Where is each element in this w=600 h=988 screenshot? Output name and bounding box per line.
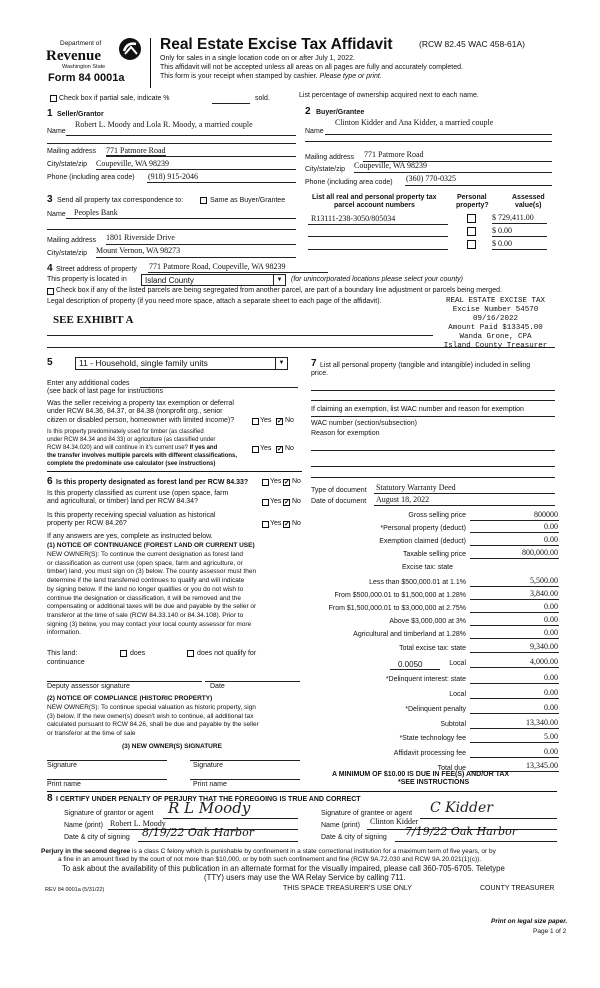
stamp-line-1: REAL ESTATE EXCISE TAX — [445, 297, 546, 305]
chevron-down-icon: ▼ — [275, 358, 287, 369]
calc-label: Gross selling price — [408, 512, 466, 519]
seller-mailing-address[interactable]: 771 Patmore Road — [106, 146, 166, 155]
seller-phone-label: Phone (including area code) — [47, 174, 135, 181]
header-line-2: This affidavit will not be accepted unless all areas on all pages are fully and accurately completed. — [160, 64, 463, 71]
segregation-checkbox[interactable] — [47, 288, 54, 295]
does-label: does — [130, 650, 146, 657]
grantee-date-label: Date & city of signing — [321, 834, 387, 841]
buyer-name[interactable]: Clinton Kidder and Ana Kidder, a married couple — [335, 118, 494, 127]
parcel-line-1 — [308, 224, 448, 225]
corr-mail-label: Mailing address — [47, 237, 97, 244]
seller-phone[interactable]: (918) 915-2046 — [148, 172, 198, 181]
calc-value[interactable]: 13,340.00 — [526, 718, 558, 727]
seller-name-line-2 — [47, 143, 296, 144]
legal-desc-label: Legal description of property (if you need more space, attach a separate sheet to each page of the affidavit). — [47, 298, 382, 305]
timber-question-2: under RCW 84.34 and 84.33) or agriculture (as classified under — [47, 437, 216, 443]
personal-property-label-1: List all personal property (tangible and intangible) included in selling — [320, 362, 531, 369]
buyer-name-line-2 — [305, 141, 552, 142]
forest-question: Is this property designated as forest land per RCW 84.33? — [56, 479, 249, 486]
grantor-print-name[interactable]: Robert L. Moody — [110, 819, 166, 828]
compliance-line: or transferor at the time of sale — [47, 730, 136, 738]
seller-city-label: City/state/zip — [47, 161, 88, 168]
grantor-date-label: Date & city of signing — [64, 834, 130, 841]
buyer-phone-label: Phone (including area code) — [305, 179, 393, 186]
dor-logo-icon — [117, 37, 143, 61]
stamp-line-2: Excise Number 54570 — [452, 306, 539, 314]
rcw-code: (RCW 82.45 WAC 458-61A) — [419, 39, 525, 49]
calc-value[interactable]: 0.00 — [544, 535, 558, 544]
assessed-value-3[interactable]: $ 0.00 — [492, 239, 512, 248]
corr-mail-line — [106, 244, 296, 245]
grantee-sig-line — [420, 818, 557, 819]
partial-sold-label: sold. — [255, 95, 270, 102]
legal-description[interactable]: SEE EXHIBIT A — [53, 314, 134, 326]
current-use-question-1: Is this property classified as current use (open space, farm — [47, 490, 229, 497]
calc-line — [470, 667, 559, 668]
current-use-question-2: and agricultural, or timber) land per RCW 84.34? — [47, 498, 198, 505]
page-title: Real Estate Excise Tax Affidavit — [160, 36, 393, 53]
exemption-line-3 — [311, 466, 555, 467]
buyer-mail-label: Mailing address — [305, 154, 355, 161]
new-owner-sig-title: (3) NEW OWNER(S) SIGNATURE — [122, 743, 222, 750]
yes-label: Yes — [260, 417, 272, 424]
yes-label: Yes — [270, 520, 282, 527]
calc-value[interactable]: 0.00 — [544, 522, 558, 531]
reason-label: Reason for exemption — [311, 430, 380, 437]
corr-name[interactable]: Peoples Bank — [74, 208, 118, 217]
personal-header-1: Personal — [457, 194, 487, 201]
personal-line-2 — [311, 400, 555, 401]
see-instructions-note: *SEE INSTRUCTIONS — [398, 779, 470, 786]
timber-question-3: RCW 84.34.020) and will continue in it's current use? If yes and — [47, 445, 218, 451]
does-not-label: does not qualify for — [197, 650, 257, 657]
section-5-number: 5 — [47, 357, 53, 368]
calc-line — [470, 728, 559, 729]
assessed-value-1[interactable]: $ 729,411.00 — [492, 213, 534, 222]
seller-city[interactable]: Coupeville, WA 98239 — [96, 159, 169, 168]
calc-label: Above $3,000,000 at 3% — [389, 618, 466, 625]
historic-no-checkbox[interactable]: ✓ — [284, 521, 290, 528]
calc-label: Excise tax: state — [402, 564, 453, 571]
grantee-date-city[interactable]: 7/19/22 Oak Harbor — [405, 825, 517, 838]
seller-name-label: Name — [47, 128, 66, 135]
notice-line: timber) land, you must sign on (3) below. The county assessor must then — [47, 568, 257, 576]
correspondence-label: Send all property tax correspondence to: — [57, 197, 184, 204]
no-label: No — [292, 478, 301, 485]
calc-label: *State technology fee — [399, 735, 466, 742]
calc-line — [470, 612, 559, 613]
notice-compliance-text — [47, 704, 259, 739]
alt-format-line-2: (TTY) users may use the WA Relay Service by calling 711. — [204, 873, 406, 882]
county-select[interactable] — [141, 274, 286, 286]
rate-line — [390, 669, 440, 670]
perjury-line-1: Perjury in the second degree is a class C felony which is punishable by confinement in a state correctional institution for a maximum term of five years, or by — [41, 848, 496, 855]
minimum-due-note: A MINIMUM OF $10.00 IS DUE IN FEE(S) AND/OR TAX — [332, 771, 510, 778]
calc-label: Agricultural and timberland at 1.28% — [353, 631, 466, 638]
seller-name-line — [66, 135, 296, 136]
exemption-question-2: under RCW 84.36, 84.37, or 84.38 (nonprofit org., senior — [47, 408, 223, 415]
calc-label: *Personal property (deduct) — [380, 525, 466, 532]
grantee-date-line — [395, 841, 557, 842]
calc-label: Subtotal — [440, 721, 466, 728]
seller-name[interactable]: Robert L. Moody and Lola R. Moody, a married couple — [75, 120, 253, 129]
assessed-line-1 — [492, 223, 547, 224]
street-label: Street address of property — [56, 266, 137, 273]
calc-label: Total due — [437, 765, 466, 772]
calc-value[interactable]: 9,340.00 — [530, 642, 558, 651]
header-line-3: This form is your receipt when stamped by cashier. Please type or print. — [160, 73, 382, 80]
grantor-sig-label: Signature of grantor or agent — [64, 810, 154, 817]
land-use-select[interactable] — [75, 357, 288, 370]
personal-property-checkbox-2[interactable] — [467, 227, 476, 236]
legal-desc-line-1 — [47, 335, 433, 336]
corr-city-label: City/state/zip — [47, 250, 88, 257]
doc-date[interactable]: August 18, 2022 — [376, 495, 430, 504]
no-label: No — [285, 445, 294, 452]
grantee-print-name[interactable]: Clinton Kidder — [370, 817, 419, 826]
seller-mail-label: Mailing address — [47, 148, 97, 155]
seller-title: Seller/Grantor — [57, 111, 104, 118]
owner-sig-label-1: Signature — [47, 762, 77, 769]
partial-pct-line — [212, 103, 250, 104]
doc-type-label: Type of document — [311, 487, 367, 494]
calc-value[interactable]: 0.00 — [544, 602, 558, 611]
calc-line — [470, 532, 559, 533]
personal-property-checkbox-1[interactable] — [467, 214, 476, 223]
doc-date-label: Date of document — [311, 498, 367, 505]
calc-line — [470, 586, 559, 587]
exemption-no-checkbox[interactable]: ✓ — [277, 418, 283, 425]
buyer-name-line — [325, 134, 552, 135]
notice-line: signing (3) below, you may contact your local county assessor for more — [47, 620, 252, 628]
calc-value[interactable]: 0.00 — [544, 673, 558, 682]
section-8-number: 8 — [47, 793, 53, 804]
stamp-line-5: Wanda Grone, CPA — [459, 333, 532, 341]
owner-sig-line-2 — [190, 760, 300, 761]
section-7-number: 7 — [311, 358, 317, 369]
calc-value[interactable]: 0.00 — [544, 747, 558, 756]
corr-name-label: Name — [47, 211, 66, 218]
timber-question-1: Is this property predominately used for timber (as classified — [47, 429, 204, 435]
calc-label: *Delinquent interest: state — [385, 676, 466, 683]
grantor-sig-line — [163, 818, 298, 819]
calc-value[interactable]: 800,000.00 — [522, 548, 558, 557]
calc-label: Total excise tax: state — [399, 645, 466, 652]
timber-question-4: the transfer involves multiple parcels with different classifications, — [47, 453, 238, 459]
revenue-logo-text: Revenue — [46, 48, 101, 64]
calc-line — [470, 698, 559, 699]
legal-size-note: Print on legal size paper. — [491, 918, 568, 925]
calc-value[interactable]: 5.00 — [544, 732, 558, 741]
calc-line — [470, 742, 559, 743]
notice-line: or classification as current use (open space, farm and agriculture, or — [47, 559, 243, 567]
compliance-line: (3) below. If the new owner(s) doesn't wish to continue, all additional tax — [47, 712, 254, 720]
buyer-city-line — [354, 172, 552, 173]
perjury-line-2: a fine in an amount fixed by the court of not more than $10,000, or by both such confinement and fine (RCW 9A.72.030 and RCW 9A.20.021(1)(c)). — [58, 856, 482, 863]
buyer-phone[interactable]: (360) 770-0325 — [406, 174, 456, 183]
yes-label: Yes — [270, 478, 282, 485]
notice-line: NEW OWNER(S): To continue the current designation as forest land — [47, 551, 244, 558]
owner-print-label-2: Print name — [193, 781, 227, 788]
historic-yes-checkbox[interactable] — [262, 521, 269, 528]
section-2-number: 2 — [305, 106, 311, 117]
calc-line — [470, 757, 559, 758]
exemption-line-4 — [311, 477, 555, 478]
current-use-yes-checkbox[interactable] — [262, 499, 269, 506]
calc-value[interactable]: 0.00 — [544, 615, 558, 624]
forest-yes-checkbox[interactable] — [262, 479, 269, 486]
parcel-line-2 — [308, 236, 448, 237]
grantee-name-label: Name (print) — [321, 822, 360, 829]
grantee-signature[interactable]: C Kidder — [430, 800, 493, 816]
calc-label: Taxable selling price — [402, 551, 466, 558]
exemption-line-1 — [311, 416, 555, 417]
grantee-sig-label: Signature of grantee or agent — [321, 810, 413, 817]
no-label: No — [285, 417, 294, 424]
exemption-claim-label: If claiming an exemption, list WAC number and reason for exemption — [311, 406, 524, 413]
buyer-mailing-address[interactable]: 771 Patmore Road — [364, 150, 424, 159]
doc-date-line — [374, 505, 555, 506]
calc-value[interactable]: 3,840.00 — [530, 589, 558, 598]
calc-label: Local — [449, 691, 466, 698]
calc-value[interactable]: 4,000.00 — [530, 657, 558, 666]
treasurer-stamp — [433, 297, 558, 351]
codes-note: (see back of last page for instructions — [47, 388, 163, 395]
county-value: Island County — [145, 276, 194, 285]
parcel-line-3 — [308, 249, 448, 250]
calc-label: From $1,500,000.01 to $3,000,000 at 2.75% — [328, 605, 466, 612]
buyer-name-label: Name — [305, 128, 324, 135]
calc-label: Exemption claimed (deduct) — [379, 538, 466, 545]
header-line-1: Only for sales in a single location code on or after July 1, 2022. — [160, 55, 355, 62]
assessed-line-2 — [492, 236, 547, 237]
exemption-question-1: Was the seller receiving a property tax exemption or deferral — [47, 400, 234, 407]
alt-format-line-1: To ask about the availability of this publication in an alternate format for the visually impaired, please call 360-705-6705. Teletype — [62, 864, 505, 873]
assessed-header-1: Assessed — [512, 194, 545, 201]
current-use-no-checkbox[interactable]: ✓ — [284, 499, 290, 506]
buyer-city-label: City/state/zip — [305, 166, 346, 173]
exemption-line-2 — [311, 450, 555, 451]
partial-sale-label: Check box if partial sale, indicate % — [59, 95, 170, 102]
notice-continuance-title: (1) NOTICE OF CONTINUANCE (FOREST LAND OR CURRENT USE) — [47, 542, 255, 549]
personal-line-1 — [311, 390, 555, 391]
form-revision: REV 84 0001a (5/31/22) — [45, 887, 105, 893]
corr-city[interactable]: Mount Vernon, WA 98273 — [96, 246, 181, 255]
personal-header-2: property? — [456, 202, 489, 209]
section-divider — [47, 471, 302, 472]
treasurer-use-label: THIS SPACE TREASURER'S USE ONLY — [283, 885, 412, 892]
owner-sig-label-2: Signature — [193, 762, 223, 769]
deputy-sig-line — [47, 681, 202, 682]
grantor-date-line — [138, 841, 298, 842]
list-percentage-note: List percentage of ownership acquired next to each name. — [299, 92, 479, 99]
seller-city-line — [96, 169, 296, 170]
corr-mailing-address[interactable]: 1801 Riverside Drive — [106, 233, 175, 242]
notice-line: information. — [47, 629, 81, 637]
personal-property-checkbox-3[interactable] — [467, 240, 476, 249]
deputy-date-line — [205, 681, 300, 682]
owner-name-line-2 — [190, 779, 300, 780]
calc-value[interactable]: 800000 — [534, 510, 558, 519]
grantor-date-city[interactable]: 8/19/22 Oak Harbor — [142, 826, 254, 839]
owner-name-line-1 — [47, 779, 167, 780]
buyer-phone-line — [405, 185, 552, 186]
section-4-number: 4 — [47, 263, 53, 274]
calc-line — [470, 638, 559, 639]
calc-line — [470, 599, 559, 600]
section-3-number: 3 — [47, 194, 53, 205]
timber-question-5: complete the predominate use calculator (see instructions) — [47, 461, 216, 467]
calc-label: *Delinquent penalty — [405, 706, 466, 713]
form-number: Form 84 0001a — [48, 72, 125, 84]
timber-yes-checkbox[interactable] — [252, 446, 259, 453]
corr-city-line — [96, 257, 296, 258]
notice-line: determine if the land transferred continues to qualify and will indicate — [47, 577, 245, 585]
calc-line — [470, 520, 559, 521]
calc-label: From $500,000.01 to $1,500,000 at 1.28% — [334, 592, 466, 599]
seller-mail-line — [106, 156, 296, 157]
property-street[interactable]: 771 Patmore Road, Coupeville, WA 98239 — [149, 262, 286, 271]
calc-label: Local — [449, 660, 466, 667]
seller-phone-line — [147, 182, 296, 183]
page-number: Page 1 of 2 — [533, 928, 567, 935]
parcel-number-1[interactable]: R13111-238-3050/805034 — [311, 214, 396, 223]
forest-no-checkbox[interactable]: ✓ — [284, 479, 290, 486]
does-not-qualify-checkbox[interactable] — [187, 650, 194, 657]
stamp-line-3: 09/16/2022 — [472, 315, 518, 323]
calc-label: Affidavit processing fee — [393, 750, 466, 757]
calc-line — [470, 545, 559, 546]
does-qualify-checkbox[interactable] — [120, 650, 127, 657]
personal-property-label-2: price. — [311, 370, 329, 377]
sec8-top-rule — [47, 791, 557, 792]
section-1-number: 1 — [47, 108, 53, 119]
doc-type[interactable]: Statutory Warranty Deed — [376, 483, 456, 492]
same-as-buyer-checkbox[interactable] — [200, 197, 207, 204]
compliance-line: NEW OWNER(S): To continue special valuation as historic property, sign — [47, 704, 256, 711]
calc-line — [470, 713, 559, 714]
if-yes-note: If any answers are yes, complete as instructed below. — [47, 533, 213, 540]
corr-name-line-2 — [47, 229, 296, 230]
owner-sig-line-1 — [47, 760, 167, 761]
continuance-label: continuance — [47, 659, 85, 666]
unincorporated-note: (for unincorporated locations please select your county) — [291, 276, 463, 283]
buyer-city[interactable]: Coupeville, WA 98239 — [354, 161, 427, 170]
dept-label: Department of — [60, 40, 102, 47]
calc-value[interactable]: 0.00 — [544, 688, 558, 697]
county-treasurer-label: COUNTY TREASURER — [480, 885, 555, 892]
grantor-signature[interactable]: R L Moody — [168, 799, 251, 817]
stamp-line-4: Amount Paid $13345.00 — [448, 324, 543, 332]
state-label: Washington State — [62, 64, 106, 70]
located-in-label: This property is located in — [47, 276, 127, 283]
calc-label: Less than $500,000.01 at 1.1% — [369, 579, 466, 586]
deputy-sig-label: Deputy assessor signature — [47, 683, 130, 690]
corr-name-line — [66, 218, 296, 219]
exemption-question-3: citizen or disabled person, homeowner with limited income)? — [47, 417, 235, 424]
local-rate: 0.0050 — [398, 660, 423, 669]
notice-line: compensating or additional taxes will be due and payable by the seller or — [47, 603, 257, 611]
section-6-number: 6 — [47, 476, 53, 487]
chevron-down-icon: ▼ — [273, 275, 285, 285]
this-land-label: This land: — [47, 650, 78, 657]
assessed-value-2[interactable]: $ 0.00 — [492, 226, 512, 235]
stamp-line-6: Island County Treasurer — [443, 342, 548, 350]
calc-line — [470, 683, 559, 684]
buyer-title: Buyer/Grantee — [316, 109, 365, 116]
exemption-yes-checkbox[interactable] — [252, 418, 259, 425]
segregation-label: Check box if any of the listed parcels are being segregated from another parcel, are part of a boundary line adjustment or parcels being merged. — [56, 287, 502, 294]
notice-line: by signing below. If the land no longer qualifies or you do not wish to — [47, 585, 244, 593]
calc-value[interactable]: 13,345.00 — [526, 761, 558, 770]
partial-sale-checkbox[interactable] — [50, 95, 57, 102]
assessed-header-2: value(s) — [515, 202, 542, 209]
calc-value[interactable]: 0.00 — [544, 703, 558, 712]
no-label: No — [292, 520, 301, 527]
wac-number-label: WAC number (section/subsection) — [311, 420, 417, 427]
parcels-header-1: List all real and personal property tax — [312, 194, 437, 201]
no-label: No — [292, 498, 301, 505]
yes-label: Yes — [260, 445, 272, 452]
notice-line: transferor at the time of sale (RCW 84.33.140 or 84.34.108). Prior to — [47, 611, 244, 619]
notice-line: continue the designation or classification, it will be removed and the — [47, 594, 242, 602]
yes-label: Yes — [270, 498, 282, 505]
calc-line — [470, 652, 559, 653]
codes-label: Enter any additional codes — [47, 380, 130, 387]
grantor-name-label: Name (print) — [64, 822, 103, 829]
calc-line — [470, 625, 559, 626]
deputy-date-label: Date — [210, 683, 225, 690]
calc-value[interactable]: 0.00 — [544, 628, 558, 637]
owner-print-label-1: Print name — [47, 781, 81, 788]
compliance-line: calculated pursuant to RCW 84.26, shall be due and payable by the seller — [47, 721, 259, 729]
doc-type-line — [374, 493, 555, 494]
parcels-header-2: parcel account numbers — [334, 202, 415, 209]
certify-statement: I CERTIFY UNDER PENALTY OF PERJURY THAT THE FOREGOING IS TRUE AND CORRECT — [56, 796, 361, 803]
calc-value[interactable]: 5,500.00 — [530, 576, 558, 585]
assessed-line-3 — [492, 249, 547, 250]
land-use-value: 11 - Household, single family units — [79, 358, 208, 368]
same-as-buyer-label: Same as Buyer/Grantee — [210, 197, 286, 204]
historic-question-2: property per RCW 84.26? — [47, 520, 127, 527]
codes-line — [140, 387, 298, 388]
notice-compliance-title: (2) NOTICE OF COMPLIANCE (HISTORIC PROPERTY) — [47, 695, 213, 702]
historic-question-1: Is this property receiving special valuation as historical — [47, 512, 216, 519]
header-divider — [150, 38, 151, 88]
notice-continuance-text — [47, 551, 256, 638]
calc-line — [470, 558, 559, 559]
street-line — [148, 272, 328, 273]
timber-no-checkbox[interactable]: ✓ — [277, 446, 283, 453]
